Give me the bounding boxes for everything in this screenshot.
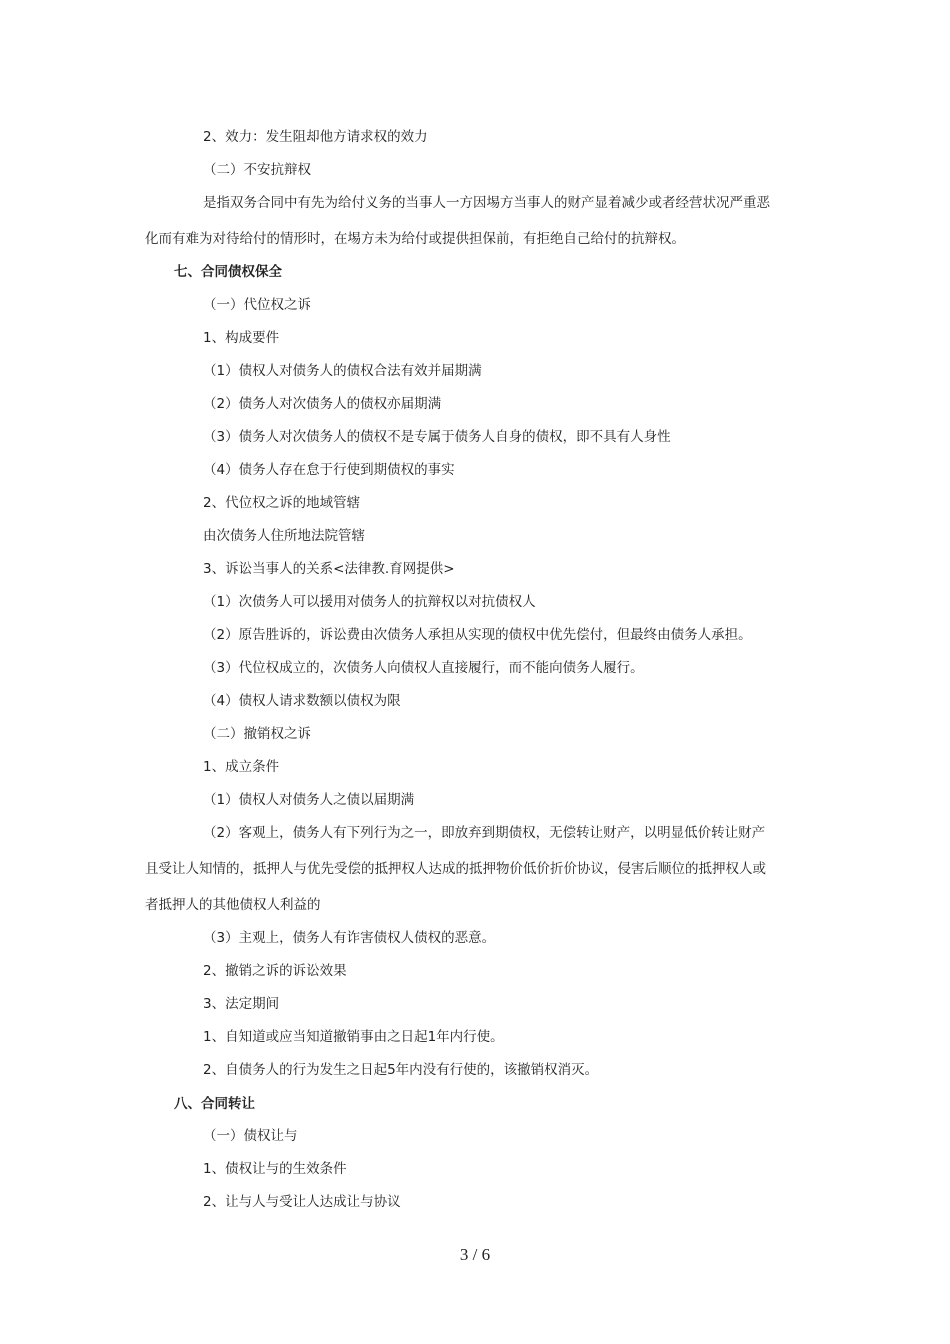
paragraph-line: 3、法定期间 (203, 996, 280, 1012)
paragraph-line: （3）主观上，债务人有诈害债权人债权的恶意。 (203, 930, 496, 946)
paragraph-line: （2）原告胜诉的，诉讼费由次债务人承担从实现的债权中优先偿付，但最终由债务人承担。 (203, 627, 752, 643)
paragraph-line: 2、自债务人的行为发生之日起5年内没有行使的，该撤销权消灭。 (203, 1062, 599, 1078)
paragraph-line: （1）次债务人可以援用对债务人的抗辩权以对抗债权人 (203, 594, 536, 610)
page-number: 3 / 6 (459, 1245, 491, 1264)
subheading: （一）债权让与 (203, 1128, 298, 1144)
subheading: （二）不安抗辩权 (203, 162, 311, 178)
paragraph-line: 是指双务合同中有先为给付义务的当事人一方因埸方当事人的财产显着减少或者经营状况严重恶 (203, 195, 770, 211)
paragraph-line: 1、债权让与的生效条件 (203, 1161, 347, 1177)
paragraph-line: 由次债务人住所地法院管辖 (203, 528, 365, 544)
paragraph-line: 2、效力：发生阻却他方请求权的效力 (203, 129, 428, 145)
paragraph-line: 1、自知道或应当知道撤销事由之日起1年内行使。 (203, 1029, 504, 1045)
section-heading: 八、合同转让 (174, 1096, 255, 1112)
subheading: （二）撤销权之诉 (203, 726, 311, 742)
paragraph-line: （3）债务人对次债务人的债权不是专属于债务人自身的债权，即不具有人身性 (203, 429, 671, 445)
paragraph-line: 者抵押人的其他债权人利益的 (145, 897, 321, 913)
paragraph-line: （1）债权人对债务人的债权合法有效并届期满 (203, 363, 482, 379)
paragraph-line: 1、成立条件 (203, 759, 280, 775)
paragraph-line: （2）债务人对次债务人的债权亦届期满 (203, 396, 442, 412)
subheading: （一）代位权之诉 (203, 297, 311, 313)
paragraph-line: 1、构成要件 (203, 330, 280, 346)
paragraph-line: （4）债务人存在怠于行使到期债权的事实 (203, 462, 455, 478)
paragraph-line: 2、让与人与受让人达成让与协议 (203, 1194, 401, 1210)
paragraph-line: 2、代位权之诉的地域管辖 (203, 495, 361, 511)
paragraph-line: 且受让人知情的，抵押人与优先受偿的抵押权人达成的抵押物价低价折价协议，侵害后顺位的抵押权人或 (145, 861, 766, 877)
paragraph-line: （4）债权人请求数额以债权为限 (203, 693, 401, 709)
paragraph-line: （3）代位权成立的，次债务人向债权人直接履行，而不能向债务人履行。 (203, 660, 644, 676)
section-heading: 七、合同债权保全 (174, 264, 282, 280)
paragraph-line: 2、撤销之诉的诉讼效果 (203, 963, 347, 979)
paragraph-line: （1）债权人对债务人之债以届期满 (203, 792, 415, 808)
paragraph-line: （2）客观上，债务人有下列行为之一，即放弃到期债权，无偿转让财产，以明显低价转让财产 (203, 825, 766, 841)
paragraph-line: 3、诉讼当事人的关系<法律教.育网提供> (203, 561, 455, 577)
paragraph-line: 化而有难为对待给付的情形时，在埸方未为给付或提供担保前，有拒绝自己给付的抗辩权。 (145, 231, 685, 247)
